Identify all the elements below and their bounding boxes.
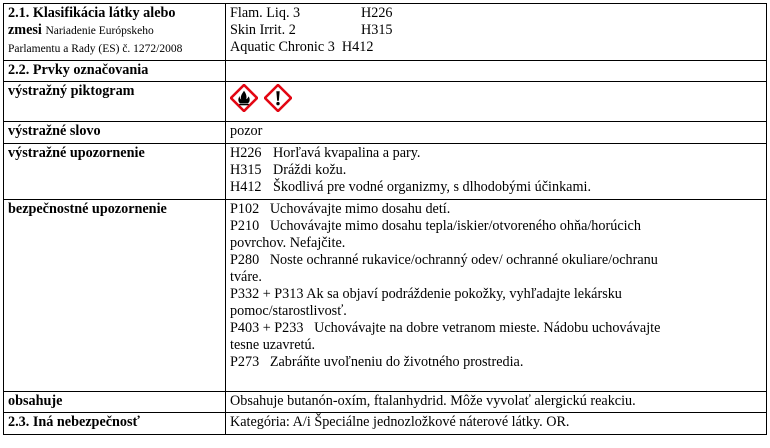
hazard-identification-table xyxy=(3,3,767,435)
precaution-code: P273 xyxy=(230,354,260,370)
precaution-text: Noste ochranné rukavice/ochranný odev/ ochranné okuliare/ochranu xyxy=(269,252,658,268)
classification-line xyxy=(230,22,762,39)
hazard-code: H412 xyxy=(230,179,262,195)
signal-word-value: pozor xyxy=(226,122,767,144)
precautionary-statement xyxy=(230,218,762,235)
pictogram-cell xyxy=(226,82,767,122)
section-2-1-title-line-1: 2.1. Klasifikácia látky alebo xyxy=(8,5,176,21)
precaution-code: P403 + P233 xyxy=(230,320,304,336)
precautionary-statement xyxy=(230,286,762,303)
labelling-header-row xyxy=(4,61,767,82)
classification-line xyxy=(230,39,762,56)
exclamation-icon xyxy=(264,84,292,112)
section-2-1-title-line-2: zmesi xyxy=(8,22,42,38)
precautionary-statement xyxy=(230,320,762,337)
signal-word-row xyxy=(4,122,767,144)
classification-category: Aquatic Chronic 3 xyxy=(230,39,335,55)
hazard-statement xyxy=(230,179,762,196)
hazard-statements-row xyxy=(4,144,767,200)
precaution-text: Zabráňte uvoľneniu do životného prostredia. xyxy=(269,354,524,370)
other-hazards-value: Kategória: A/i Špeciálne jednozložkové náterové látky. OR. xyxy=(226,413,767,435)
section-2-2-title: 2.2. Prvky označovania xyxy=(4,61,226,82)
signal-word-label: výstražné slovo xyxy=(4,122,226,144)
contains-value: Obsahuje butanón-oxím, ftalanhydrid. Môže vyvolať alergickú reakciu. xyxy=(226,392,767,413)
hazard-code: H315 xyxy=(230,162,262,178)
hazard-statement xyxy=(230,162,762,179)
contains-label: obsahuje xyxy=(4,392,226,413)
hazard-text: Dráždi kožu. xyxy=(273,162,347,178)
contains-row xyxy=(4,392,767,413)
classification-heading-cell xyxy=(4,4,226,61)
classification-line xyxy=(230,5,762,22)
precaution-code: P280 xyxy=(230,252,260,268)
precautionary-statement xyxy=(230,252,762,269)
precaution-continuation: povrchov. Nefajčite. xyxy=(230,235,346,251)
regulation-ref-1: Nariadenie Európskeho xyxy=(45,25,154,37)
classification-code: H412 xyxy=(341,39,374,55)
classification-code: H226 xyxy=(361,5,393,21)
pictogram-label: výstražný piktogram xyxy=(4,82,226,122)
precautionary-statement xyxy=(230,354,762,371)
precaution-code: P332 + P313 xyxy=(230,286,304,302)
hazard-statements-label: výstražné upozornenie xyxy=(4,144,226,200)
precaution-code: P210 xyxy=(230,218,260,234)
precautionary-statement xyxy=(230,201,762,218)
section-2-3-title: 2.3. Iná nebezpečnosť xyxy=(4,413,226,435)
classification-code: H315 xyxy=(361,22,393,38)
precautionary-statements-row xyxy=(4,200,767,392)
flame-icon xyxy=(230,84,258,112)
precautionary-statements-label: bezpečnostné upozornenie xyxy=(4,200,226,392)
classification-values-cell xyxy=(226,4,767,61)
empty-cell xyxy=(226,61,767,82)
precautionary-statements-cell xyxy=(226,200,767,392)
hazard-statement xyxy=(230,145,762,162)
precaution-continuation: tesne uzavretú. xyxy=(230,337,316,353)
classification-row xyxy=(4,4,767,61)
other-hazards-row xyxy=(4,413,767,435)
precaution-text: Uchovávajte na dobre vetranom mieste. Nádobu uchovávajte xyxy=(314,320,661,336)
regulation-ref-2: Parlamentu a Rady (ES) č. 1272/2008 xyxy=(8,43,183,55)
classification-category: Skin Irrit. 2 xyxy=(230,22,296,38)
hazard-statements-cell xyxy=(226,144,767,200)
pictogram-row xyxy=(4,82,767,122)
precaution-text: Ak sa objaví podráždenie pokožky, vyhľadajte lekársku xyxy=(306,286,622,302)
hazard-text: Škodlivá pre vodné organizmy, s dlhodobými účinkami. xyxy=(273,179,591,195)
precaution-text: Uchovávajte mimo dosahu tepla/iskier/otvoreného ohňa/horúcich xyxy=(269,218,641,234)
precaution-text: Uchovávajte mimo dosahu detí. xyxy=(269,201,451,217)
classification-category: Flam. Liq. 3 xyxy=(230,5,301,21)
precaution-continuation: pomoc/starostlivosť. xyxy=(230,303,347,319)
precaution-code: P102 xyxy=(230,201,260,217)
hazard-code: H226 xyxy=(230,145,262,161)
precaution-continuation: tváre. xyxy=(230,269,262,285)
hazard-text: Horľavá kvapalina a pary. xyxy=(273,145,421,161)
